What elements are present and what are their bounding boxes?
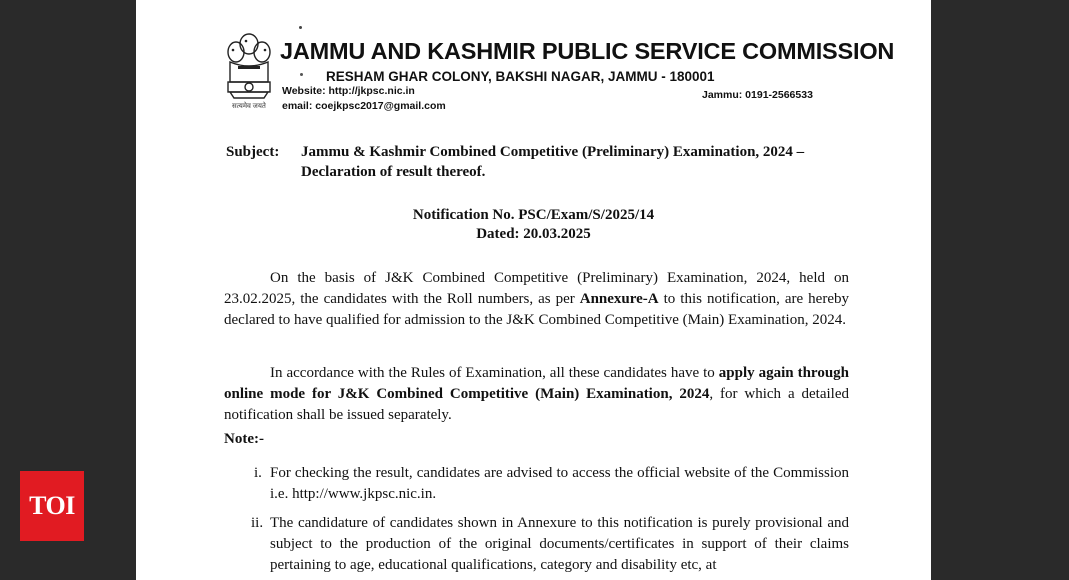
commission-phone: Jammu: 0191-2566533 [702, 89, 813, 101]
toi-logo-badge: TOI [20, 471, 84, 541]
emblem-caption: सत्यमेव जयते [232, 102, 266, 110]
annexure-a-ref: Annexure-A [579, 291, 659, 307]
note-item-number: i. [254, 465, 262, 481]
commission-email: email: coejkpsc2017@gmail.com [282, 100, 446, 112]
subject-label: Subject: [226, 144, 280, 160]
national-emblem-icon [224, 30, 274, 112]
commission-title: JAMMU AND KASHMIR PUBLIC SERVICE COMMISSION [280, 38, 895, 64]
paragraph-2-emphasis: apply again through online mode for J&K Combined Competitive (Main) Examination, 2024 [224, 365, 849, 402]
notification-date: Dated: 20.03.2025 [476, 226, 591, 242]
subject-text [301, 142, 861, 182]
scan-speck [299, 26, 302, 29]
document-page [136, 0, 931, 580]
commission-website: Website: http://jkpsc.nic.in [282, 85, 415, 97]
paragraph-2-text-a: In accordance with the Rules of Examination, all these candidates have to [270, 365, 719, 381]
scan-speck [300, 73, 303, 76]
paragraph-1-text-a: On the basis of J&K Combined Competitive (Preliminary) Examination, 2024, held on 23.02.2025, the candidates with the Roll numbers, as per [224, 270, 849, 307]
paragraph-1 [224, 268, 849, 331]
note-item-text: The candidature of candidates shown in Annexure to this notification is purely provisional and subject to the production of the original documents/certificates in support of their claims pertaining to age, educational qualifications, category and disability etc, at [270, 515, 849, 573]
note-item-text: For checking the result, candidates are advised to access the official website of the Commission i.e. http://www.jkpsc.nic.in. [270, 465, 849, 502]
paragraph-2-text-c: , for which a detailed notification shall be issued separately. [224, 386, 849, 423]
subject-line-1: Jammu & Kashmir Combined Competitive (Preliminary) Examination, 2024 – [301, 144, 805, 160]
note-heading: Note:- [224, 431, 264, 447]
paragraph-1-text-c: to this notification, are hereby declared to have qualified for admission to the J&K Combined Competitive (Main) Examination, 2024. [224, 291, 849, 328]
commission-address: RESHAM GHAR COLONY, BAKSHI NAGAR, JAMMU - 180001 [326, 69, 715, 84]
paragraph-2 [224, 363, 849, 426]
notification-number: Notification No. PSC/Exam/S/2025/14 [412, 207, 655, 223]
note-item-number: ii. [251, 515, 264, 531]
subject-line-2: Declaration of result thereof. [301, 164, 486, 180]
